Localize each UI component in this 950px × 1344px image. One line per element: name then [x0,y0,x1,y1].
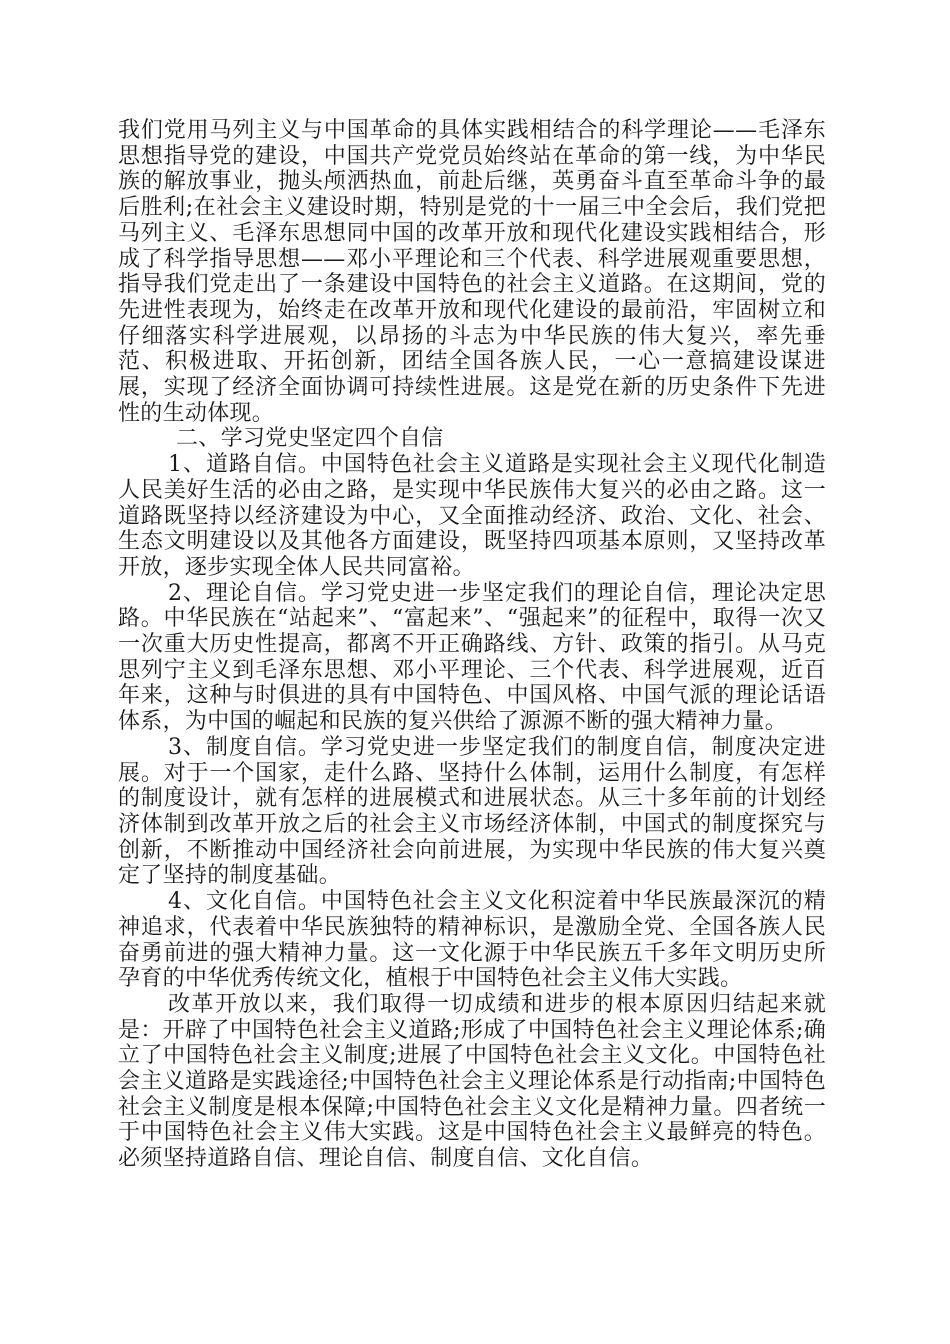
paragraph-theory-confidence: 2、理论自信。学习党史进一步坚定我们的理论自信，理论决定思路。中华民族在“站起来”、“富起来”、“强起来”的征程中，取得一次又一次重大历史性提高，都离不开正确路线、方针、政策的指引。从马克思列宁主义到毛泽东思想、邓小平理论、三个代表、科学进展观，近百年来，这种与时俱进的具有中国特色、中国风格、中国气派的理论话语体系，为中国的崛起和民族的复兴供给了源源不断的强大精神力量。 [118,580,826,735]
paragraph-system-confidence: 3、制度自信。学习党史进一步坚定我们的制度自信，制度决定进展。对于一个国家，走什么路、坚持什么体制，运用什么制度，有怎样的制度设计，就有怎样的进展模式和进展状态。从三十多年前的计划经济体制到改革开放之后的社会主义市场经济体制，中国式的制度探究与创新，不断推动中国经济社会向前进展，为实现中华民族的伟大复兴奠定了坚持的制度基础。 [118,734,826,889]
paragraph-culture-confidence: 4、文化自信。中国特色社会主义文化积淀着中华民族最深沉的精神追求，代表着中华民族独特的精神标识，是激励全党、全国各族人民奋勇前进的强大精神力量。这一文化源于中华民族五千多年文明历史所孕育的中华优秀传统文化，植根于中国特色社会主义伟大实践。 [118,889,826,992]
paragraph-conclusion: 改革开放以来，我们取得一切成绩和进步的根本原因归结起来就是：开辟了中国特色社会主义道路;形成了中国特色社会主义理论体系;确立了中国特色社会主义制度;进展了中国特色社会主义文化。中国特色社会主义道路是实践途径;中国特色社会主义理论体系是行动指南;中国特色社会主义制度是根本保障;中国特色社会主义文化是精神力量。四者统一于中国特色社会主义伟大实践。这是中国特色社会主义最鲜亮的特色。必须坚持道路自信、理论自信、制度自信、文化自信。 [118,991,826,1172]
section-heading: 二、学习党史坚定四个自信 [176,426,444,452]
paragraph-road-confidence: 1、道路自信。中国特色社会主义道路是实现社会主义现代化制造人民美好生活的必由之路，是实现中华民族伟大复兴的必由之路。这一道路既坚持以经济建设为中心，又全面推动经济、政治、文化、社会、生态文明建设以及其他各方面建设，既坚持四项基本原则，又坚持改革开放，逐步实现全体人民共同富裕。 [118,452,826,580]
document-page [118,118,826,1172]
paragraph-intro: 我们党用马列主义与中国革命的具体实践相结合的科学理论——毛泽东思想指导党的建设，中国共产党党员始终站在革命的第一线，为中华民族的解放事业，抛头颅洒热血，前赴后继，英勇奋斗直至革命斗争的最后胜利;在社会主义建设时期，特别是党的十一届三中全会后，我们党把马列主义、毛泽东思想同中国的改革开放和现代化建设实践相结合，形成了科学指导思想——邓小平理论和三个代表、科学进展观重要思想，指导我们党走出了一条建设中国特色的社会主义道路。在这期间，党的先进性表现为，始终走在改革开放和现代化建设的最前沿，牢固树立和仔细落实科学进展观，以昂扬的斗志为中华民族的伟大复兴，率先垂范、积极进取、开拓创新，团结全国各族人民，一心一意搞建设谋进展，实现了经济全面协调可持续性进展。这是党在新的历史条件下先进性的生动体现。 [118,118,826,426]
